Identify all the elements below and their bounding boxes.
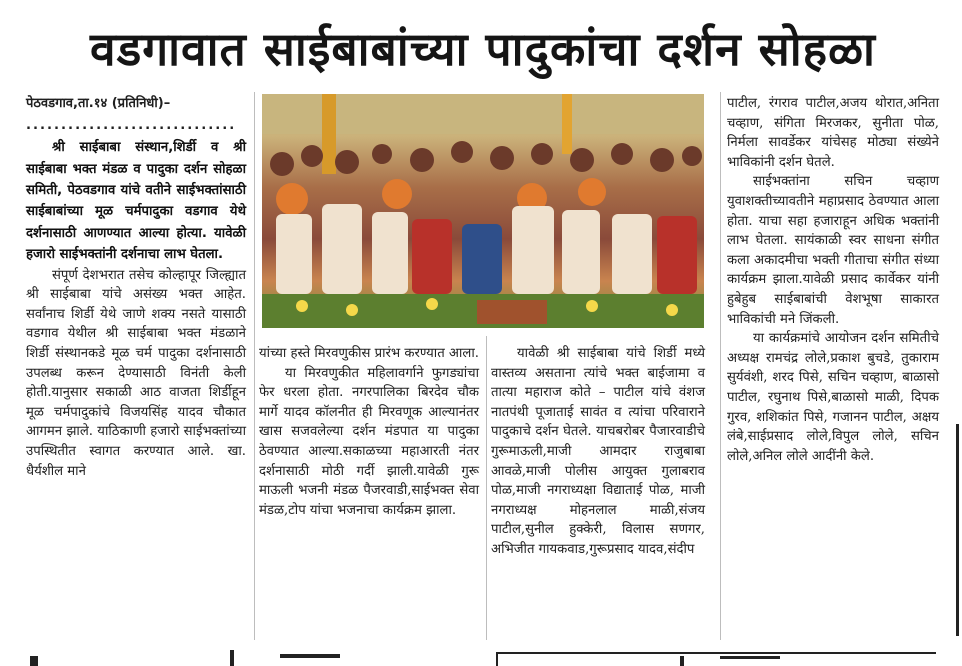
column-divider <box>720 92 721 640</box>
column-2 <box>259 344 479 520</box>
column-4 <box>727 94 939 466</box>
dateline: पेठवडगाव,ता.१४ (प्रतिनिधी)– <box>26 96 171 111</box>
column-4-paragraph-3: या कार्यक्रमांचे आयोजन दर्शन समितीचे अध्यक्ष रामचंद्र लोले,प्रकाश बुचडे, तुकाराम सुर्यवंशी, शरद पिसे, सचिन चव्हाण, बाळासो पाटील, रघुनाथ पिसे,बाळासो माळी, दिपक गुरव, शशिकांत पिसे, गजानन पाटील, अक्षय लंबे,साईप्रसाद लोले,विपुल लोले, सचिन लोले,अनिल लोले आदींनी केले. <box>727 331 939 464</box>
column-1 <box>26 94 246 481</box>
page-edge-rule <box>956 424 959 636</box>
column-3-paragraph-1: यावेळी श्री साईबाबा यांचे शिर्डी मध्ये वास्तव्य असताना त्यांचे भक्त बाईजामा व तात्या महाराज कोते – पाटील यांचे वंशज नातपंथी पूजाताई सावंत व त्यांचा परिवाराने पादुकाचे दर्शन घेतले. याचबरोबर पैजारवाडीचे गुरूमाऊली,माजी आमदार राजुबाबा आवळे,माजी पोलीस आयुक्त गुलाबराव पोळ,माजी नगराध्यक्षा विद्याताई पोळ, माजी नगराध्यक्ष मोहनलाल माळी,संजय पाटील,सुनील हुक्केरी, विलास सणगर, अभिजीत गायकवाड,गुरूप्रसाद यादव,संदीप <box>491 346 705 557</box>
column-3 <box>491 344 705 560</box>
headline: वडगावात साईबाबांच्या पादुकांचा दर्शन सोहळा <box>90 22 876 76</box>
dateline-dots: .............................. <box>26 117 237 133</box>
column-4-paragraph-1: पाटील, रंगराव पाटील,अजय थोरात,अनिता चव्हाण, संगिता मिरजकर, सुनीता पोळ, निर्मला सावर्डेकर यांचेसह मोठ्या संख्येने भाविकांनी दर्शन घेतले. <box>727 96 939 170</box>
next-article-cutoff <box>0 646 962 666</box>
column-2-paragraph-1: यांच्या हस्ते मिरवणुकीस प्रारंभ करण्यात आला. <box>259 346 479 361</box>
lead-paragraph: श्री साईबाबा संस्थान,शिर्डी व श्री साईबाबा भक्त मंडळ व पादुका दर्शन सोहळा समिती, पेठवडगाव यांचे वतीने साईभक्तांसाठी साईबाबांच्या मूळ चर्मपादुका वडगाव येथे दर्शनासाठी आणण्यात आल्या होत्या. यावेळी हजारो साईभक्तांनी दर्शनाचा लाभ घेतला. <box>26 140 246 263</box>
column-2-paragraph-2: या मिरवणुकीत महिलावर्गाने फुगड्यांचा फेर धरला होता. नगरपालिका बिरदेव चौक मार्गे यादव कॉलनीत ही मिरवणूक आल्यानंतर खास सजवलेल्या दर्शन मंडपात या पादुका ठेवण्यात आल्या.सकाळच्या महाआरती नंतर दर्शनासाठी मोठी गर्दी झाली.यावेळी गुरू माऊली भजनी मंडळ पैजरवाडी,साईभक्त सेवा मंडळ,टोप यांचा भजनाचा कार्यक्रम झाला. <box>259 365 479 518</box>
column-4-paragraph-2: साईभक्तांना सचिन चव्हाण युवाशक्तीच्यावतीने महाप्रसाद ठेवण्यात आला होता. याचा सहा हजाराहून अधिक भक्तांनी लाभ घेतला. सायंकाळी स्वर साधना संगीत कला अकादमीचा भक्ती गीताचा संगीत संध्या कार्यक्रम झाला.यावेळी प्रसाद कार्वेकर यांनी हुबेहुब साईबाबांची वेशभूषा साकारत भाविकांची मने जिंकली. <box>727 174 939 327</box>
column-divider <box>254 92 255 640</box>
column-divider <box>486 336 487 640</box>
event-photo <box>262 94 704 328</box>
body-paragraph: संपूर्ण देशभरात तसेच कोल्हापूर जिल्ह्यात श्री साईबाबा यांचे असंख्य भक्त आहेत. सर्वांनाच शिर्डी येथे जाणे शक्य नसते यासाठी वडगाव येथील श्री साईबाबा भक्त मंडळाने शिर्डी संस्थानकडे मूळ चर्म पादुका दर्शनासाठी उपलब्ध करून देण्यासाठी विनंती केली होती.यानुसार सकाळी आठ वाजता शिर्डीहून मूळ चर्मपादुकांचे विजयसिंह यादव चौकात आगमन झाले. याठिकाणी हजारो साईभक्तांच्या उपस्थितीत स्वागत करण्यात आले. खा. धैर्यशील माने <box>26 267 246 479</box>
